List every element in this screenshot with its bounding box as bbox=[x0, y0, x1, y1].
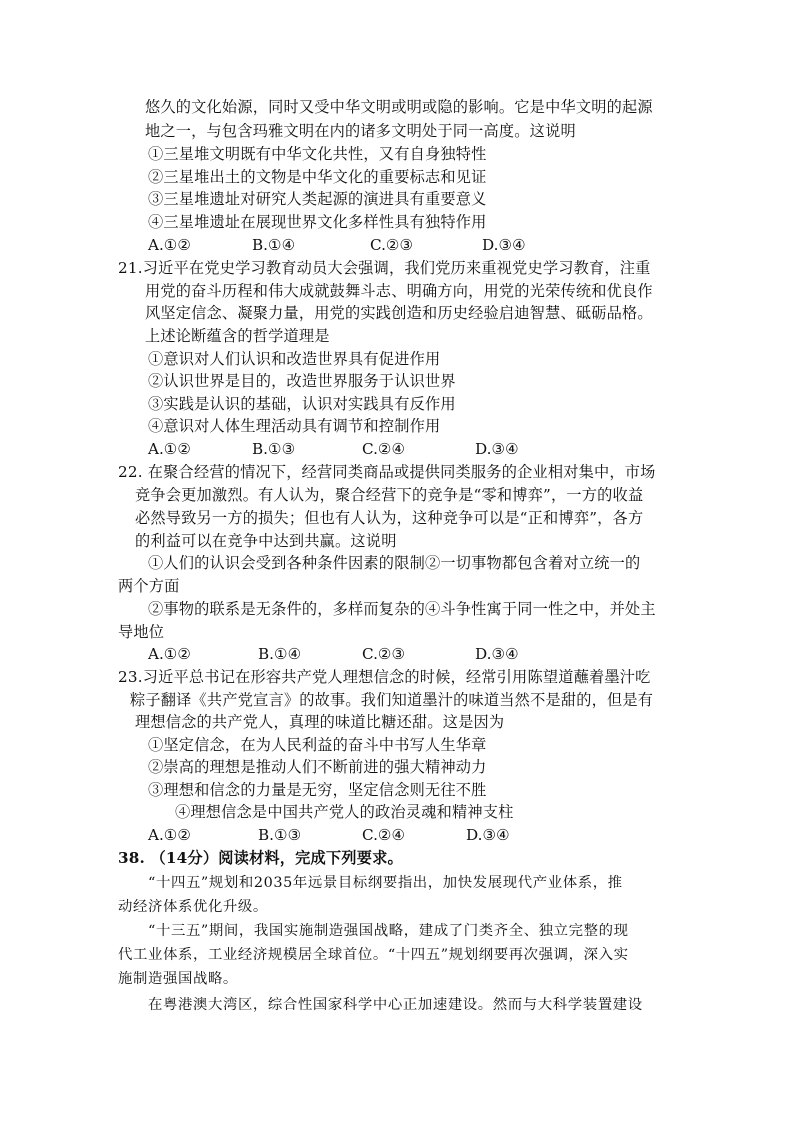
q22-item-2: ②事物的联系是无条件的，多样而复杂的④斗争性寓于同一性之中，并处主 bbox=[148, 600, 656, 618]
q22-item-2-cont: 导地位 bbox=[118, 623, 165, 641]
q20-option-d: D.③④ bbox=[482, 236, 526, 254]
q21-option-c: C.②④ bbox=[362, 440, 406, 458]
q21-option-d: D.③④ bbox=[475, 440, 519, 458]
q20-item-2: ②三星堆出土的文物是中华文化的重要标志和见证 bbox=[148, 168, 487, 186]
q38-paragraph-3-line-1: 在粤港澳大湾区，综合性国家科学中心正加速建设。然而与大科学装置建设 bbox=[148, 997, 643, 1013]
q23-stem-line-1: 23.习近平总书记在形容共产党人理想信念的时候，经常引用陈望道蘸着墨汁吃 bbox=[118, 668, 651, 686]
q21-option-a: A.①② bbox=[148, 440, 192, 458]
q21-stem-line-2: 用党的奋斗历程和伟大成就鼓舞斗志、明确方向，用党的光荣传统和优良作 bbox=[145, 282, 653, 300]
q23-stem-line-2: 粽子翻译《共产党宣言》的故事。我们知道墨汁的味道当然不是甜的，但是有 bbox=[130, 691, 654, 709]
q20-option-b: B.①④ bbox=[252, 236, 296, 254]
q21-item-2: ②认识世界是目的，改造世界服务于认识世界 bbox=[148, 372, 456, 390]
q20-item-4: ④三星堆遗址在展现世界文化多样性具有独特作用 bbox=[148, 213, 487, 231]
q20-item-3: ③三星堆遗址对研究人类起源的演进具有重要意义 bbox=[148, 190, 487, 208]
q21-stem-line-4: 上述论断蕴含的哲学道理是 bbox=[145, 327, 330, 345]
q23-item-3: ③理想和信念的力量是无穷，坚定信念则无往不胜 bbox=[148, 781, 487, 799]
q38-paragraph-2-line-3: 施制造强国战略。 bbox=[118, 971, 238, 987]
q22-stem-line-3: 必然导致另一方的损失；但也有人认为，这种竞争可以是“正和博弈”，各方 bbox=[135, 509, 644, 527]
q22-option-d: D.③④ bbox=[475, 645, 519, 663]
q20-stem-line-2: 地之一，与包含玛雅文明在内的诸多文明处于同一高度。这说明 bbox=[145, 122, 576, 140]
q21-item-4: ④意识对人体生理活动具有调节和控制作用 bbox=[148, 417, 441, 435]
q21-stem-line-1: 21.习近平在党史学习教育动员大会强调，我们党历来重视党史学习教育，注重 bbox=[118, 259, 651, 277]
q22-option-b: B.①④ bbox=[258, 645, 302, 663]
q38-paragraph-1-line-2: 动经济体系优化升级。 bbox=[118, 899, 268, 915]
q20-item-1: ①三星堆文明既有中华文化共性，又有自身独特性 bbox=[148, 145, 487, 163]
q20-option-c: C.②③ bbox=[370, 236, 414, 254]
q38-paragraph-2-line-1: “十三五”期间，我国实施制造强国战略，建成了门类齐全、独立完整的现 bbox=[148, 923, 629, 939]
q20-stem-line-1: 悠久的文化始源，同时又受中华文明或明或隐的影响。它是中华文明的起源 bbox=[145, 98, 653, 116]
q22-stem-line-1: 22. 在聚合经营的情况下，经营同类商品或提供同类服务的企业相对集中，市场 bbox=[118, 463, 656, 481]
q22-stem-line-4: 的利益可以在竞争中达到共赢。这说明 bbox=[135, 532, 397, 550]
q23-item-2: ②崇高的理想是推动人们不断前进的强大精神动力 bbox=[148, 758, 487, 776]
q23-option-d: D.③④ bbox=[466, 826, 510, 844]
q21-item-1: ①意识对人们认识和改造世界具有促进作用 bbox=[148, 350, 441, 368]
q23-option-a: A.①② bbox=[148, 826, 192, 844]
q23-item-1: ①坚定信念，在为人民利益的奋斗中书写人生华章 bbox=[148, 736, 487, 754]
q38-paragraph-2-line-2: 代工业体系，工业经济规模居全球首位。“十四五”规划纲要再次强调，深入实 bbox=[118, 947, 629, 963]
q22-item-1-cont: 两个方面 bbox=[118, 577, 180, 595]
q21-item-3: ③实践是认识的基础，认识对实践具有反作用 bbox=[148, 395, 456, 413]
q22-item-1: ①人们的认识会受到各种条件因素的限制②一切事物都包含着对立统一的 bbox=[148, 554, 641, 572]
q22-stem-line-2: 竞争会更加激烈。有人认为，聚合经营下的竞争是“零和博弈”，一方的收益 bbox=[135, 486, 644, 504]
q21-stem-line-3: 风坚定信念、凝聚力量，用党的实践创造和历史经验启迪智慧、砥砺品格。 bbox=[145, 304, 653, 322]
q21-option-b: B.①③ bbox=[252, 440, 296, 458]
q23-option-b: B.①③ bbox=[258, 826, 302, 844]
q38-paragraph-1-line-1: “十四五”规划和2035年远景目标纲要指出，加快发展现代产业体系，推 bbox=[148, 875, 623, 891]
q23-option-c: C.②④ bbox=[362, 826, 406, 844]
q38-heading: 38. （14分）阅读材料，完成下列要求。 bbox=[118, 849, 403, 867]
q20-option-a: A.①② bbox=[148, 236, 192, 254]
q22-option-a: A.①② bbox=[148, 645, 192, 663]
q23-item-4: ④理想信念是中国共产党人的政治灵魂和精神支柱 bbox=[175, 803, 514, 821]
q23-stem-line-3: 理想信念的共产党人，真理的味道比糖还甜。这是因为 bbox=[135, 713, 505, 731]
q22-option-c: C.②③ bbox=[362, 645, 406, 663]
